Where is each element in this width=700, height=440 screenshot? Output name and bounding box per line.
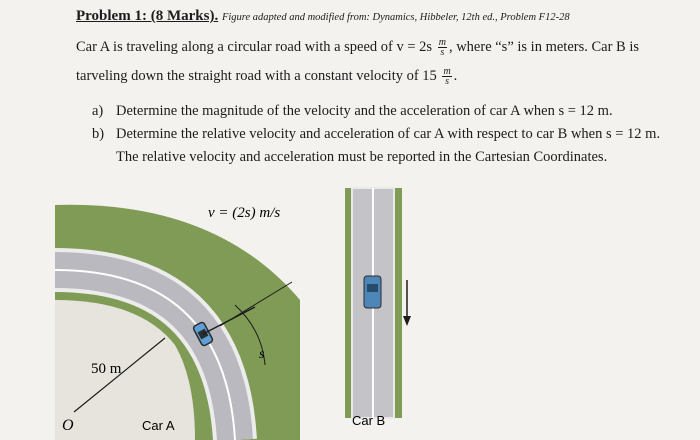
car-a-label: Car A (142, 418, 175, 433)
problem-number: Problem 1: (8 Marks). (76, 8, 219, 24)
statement-text-1b: , where “s” is in meters. Car B is (448, 38, 640, 55)
radius-label: 50 m (91, 361, 122, 377)
figure-source-note: Figure adapted and modified from: Dynamics, Hibbeler, 12th ed., Problem F12-28 (221, 12, 570, 23)
statement-text-1a: Car A is traveling along a circular road with a speed of v = 2s (76, 38, 433, 55)
arc-length-label: s (259, 347, 265, 362)
unit-denominator-2: s (445, 76, 449, 87)
origin-label: O (62, 417, 74, 434)
speed-label: v = (2s) m/s (208, 205, 281, 221)
question-text: Determine the magnitude of the velocity and the acceleration of car A when s = 12 m. (116, 103, 613, 119)
unit-numerator: m (438, 37, 446, 48)
question-label: a) (92, 103, 104, 119)
statement-text-2b: . (453, 67, 458, 84)
question-text: Determine the relative velocity and acceleration of car A with respect to car B when s = 12 m. (116, 126, 661, 142)
statement-text-2a: tarveling down the straight road with a constant velocity of 15 (76, 67, 437, 84)
car-b-arrow-head (403, 316, 411, 326)
unit-numerator-2: m (443, 66, 451, 77)
car-b-icon (364, 276, 381, 308)
unit-denominator: s (440, 47, 445, 58)
question-label: b) (92, 126, 105, 142)
car-b-label: Car B (352, 413, 386, 428)
cartesian-note: The relative velocity and acceleration must be reported in the Cartesian Coordinates. (116, 149, 608, 165)
car-b-window (367, 284, 378, 292)
